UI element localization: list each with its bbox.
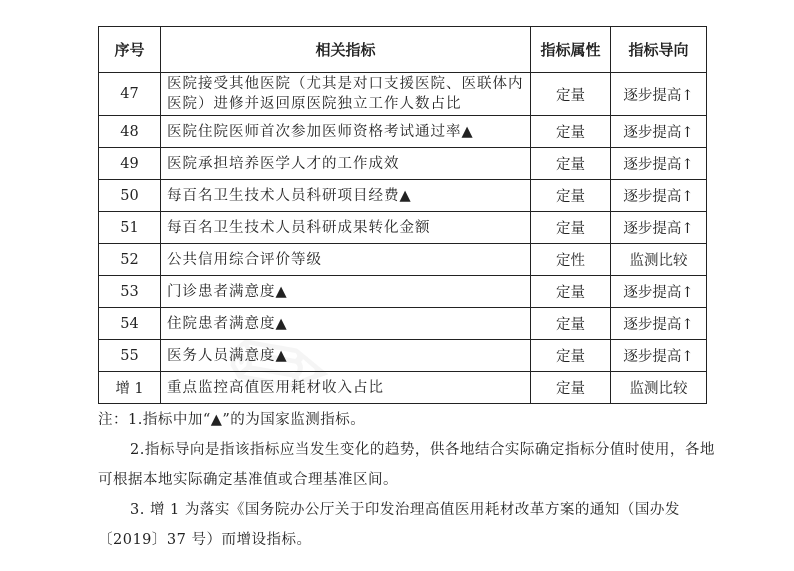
row-direction: 逐步提高↑ (611, 340, 707, 372)
row-attribute: 定量 (531, 372, 611, 404)
row-indicator: 重点监控高值医用耗材收入占比 (161, 372, 531, 404)
header-indicator: 相关指标 (161, 27, 531, 73)
row-indicator: 公共信用综合评价等级 (161, 244, 531, 276)
header-attribute: 指标属性 (531, 27, 611, 73)
table-row (99, 212, 707, 244)
row-attribute: 定量 (531, 276, 611, 308)
row-number: 47 (99, 73, 161, 116)
table-row (99, 244, 707, 276)
table-row (99, 73, 707, 116)
row-indicator: 医务人员满意度▲ (161, 340, 531, 372)
row-direction: 逐步提高↑ (611, 308, 707, 340)
row-indicator: 每百名卫生技术人员科研成果转化金额 (161, 212, 531, 244)
row-indicator: 门诊患者满意度▲ (161, 276, 531, 308)
row-direction: 监测比较 (611, 372, 707, 404)
table-row (99, 180, 707, 212)
table-row (99, 276, 707, 308)
row-direction: 逐步提高↑ (611, 148, 707, 180)
table-row (99, 308, 707, 340)
table-header-row (99, 27, 707, 73)
row-number: 53 (99, 276, 161, 308)
row-attribute: 定量 (531, 308, 611, 340)
row-attribute: 定量 (531, 340, 611, 372)
table-row (99, 116, 707, 148)
row-attribute: 定量 (531, 116, 611, 148)
row-attribute: 定量 (531, 148, 611, 180)
table-row (99, 372, 707, 404)
row-number: 增 1 (99, 372, 161, 404)
header-no: 序号 (99, 27, 161, 73)
row-attribute: 定性 (531, 244, 611, 276)
indicator-table (98, 26, 707, 404)
notes (98, 405, 718, 555)
row-number: 51 (99, 212, 161, 244)
table-row (99, 148, 707, 180)
row-indicator: 医院承担培养医学人才的工作成效 (161, 148, 531, 180)
row-attribute: 定量 (531, 73, 611, 116)
row-attribute: 定量 (531, 180, 611, 212)
row-indicator: 医院住院医师首次参加医师资格考试通过率▲ (161, 116, 531, 148)
note-3: 3. 增 1 为落实《国务院办公厅关于印发治理高值医用耗材改革方案的通知（国办发〔2019〕37 号）而增设指标。 (98, 502, 680, 548)
row-number: 48 (99, 116, 161, 148)
row-number: 55 (99, 340, 161, 372)
note-2: 2.指标导向是指该指标应当发生变化的趋势，供各地结合实际确定指标分值时使用，各地可根据本地实际确定基准值或合理基准区间。 (98, 442, 715, 488)
row-number: 54 (99, 308, 161, 340)
row-direction: 逐步提高↑ (611, 73, 707, 116)
row-indicator: 每百名卫生技术人员科研项目经费▲ (161, 180, 531, 212)
row-indicator: 医院接受其他医院（尤其是对口支援医院、医联体内医院）进修并返回原医院独立工作人数占比 (161, 73, 531, 116)
row-direction: 逐步提高↑ (611, 212, 707, 244)
row-direction: 逐步提高↑ (611, 276, 707, 308)
row-attribute: 定量 (531, 212, 611, 244)
row-number: 49 (99, 148, 161, 180)
row-direction: 监测比较 (611, 244, 707, 276)
row-number: 52 (99, 244, 161, 276)
note-1: 注：1.指标中加“▲”的为国家监测指标。 (98, 412, 366, 428)
row-indicator: 住院患者满意度▲ (161, 308, 531, 340)
table-row (99, 340, 707, 372)
row-number: 50 (99, 180, 161, 212)
row-direction: 逐步提高↑ (611, 180, 707, 212)
header-direction: 指标导向 (611, 27, 707, 73)
row-direction: 逐步提高↑ (611, 116, 707, 148)
